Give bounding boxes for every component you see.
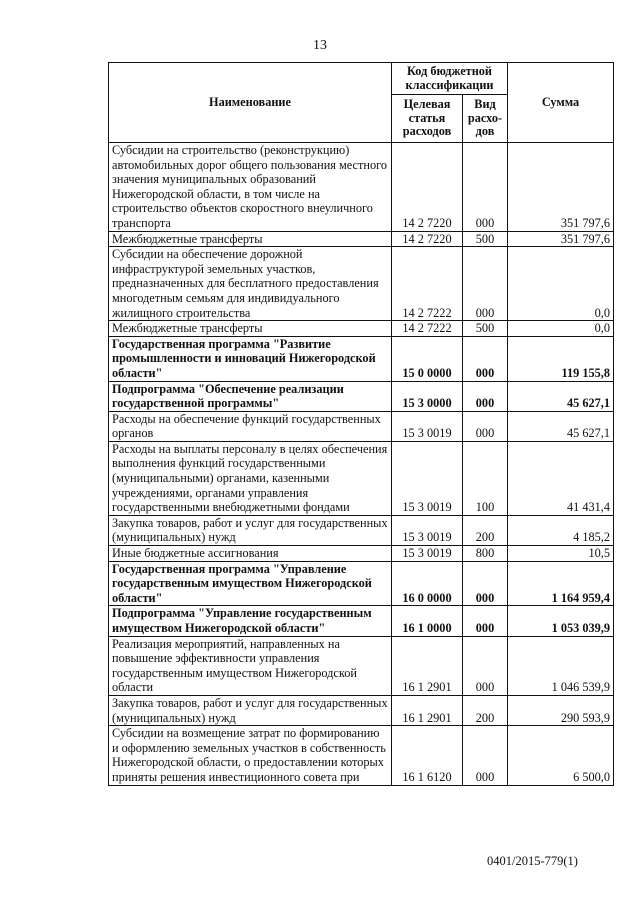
row-target-code: 15 3 0019 — [392, 546, 463, 562]
row-sum: 1 053 039,9 — [508, 606, 614, 636]
row-name: Расходы на выплаты персоналу в целях обеспечения выполнения функций государственными (муниципальными) органами, казенными учреждениями, органами управления государственными внебюджетными фондами — [109, 441, 392, 515]
header-target: Целевая статья расходов — [392, 95, 463, 143]
row-expense-type: 000 — [463, 561, 508, 606]
row-sum: 351 797,6 — [508, 143, 614, 232]
table-row — [109, 546, 614, 562]
row-expense-type: 000 — [463, 726, 508, 785]
row-name: Реализация мероприятий, направленных на повышение эффективности управления государственным имуществом Нижегородской области — [109, 636, 392, 695]
row-sum: 119 155,8 — [508, 336, 614, 381]
row-target-code: 15 3 0019 — [392, 441, 463, 515]
row-expense-type: 000 — [463, 606, 508, 636]
row-sum: 1 164 959,4 — [508, 561, 614, 606]
table-row — [109, 336, 614, 381]
header-code-group: Код бюджетной классификации — [392, 63, 508, 95]
row-name: Расходы на обеспечение функций государственных органов — [109, 411, 392, 441]
table-row — [109, 606, 614, 636]
header-sum: Сумма — [508, 63, 614, 143]
table-body — [109, 143, 614, 786]
row-name: Субсидии на обеспечение дорожной инфраструктурой земельных участков, предназначенных для бесплатного предоставления многодетным семьям для индивидуального жилищного строительства — [109, 247, 392, 321]
row-name: Закупка товаров, работ и услуг для государственных (муниципальных) нужд — [109, 695, 392, 725]
row-name: Субсидии на возмещение затрат по формированию и оформлению земельных участков в собственность Нижегородской области, о предоставлении которых приняты решения инвестиционного совета при — [109, 726, 392, 785]
header-name: Наименование — [109, 63, 392, 143]
row-target-code: 15 0 0000 — [392, 336, 463, 381]
row-name: Межбюджетные трансферты — [109, 321, 392, 337]
row-expense-type: 200 — [463, 695, 508, 725]
row-sum: 45 627,1 — [508, 411, 614, 441]
row-expense-type: 100 — [463, 441, 508, 515]
row-target-code: 14 2 7222 — [392, 247, 463, 321]
table-row — [109, 515, 614, 545]
row-name: Подпрограмма "Управление государственным имуществом Нижегородской области" — [109, 606, 392, 636]
row-target-code: 15 3 0000 — [392, 381, 463, 411]
row-target-code: 15 3 0019 — [392, 411, 463, 441]
row-expense-type: 500 — [463, 231, 508, 247]
row-target-code: 14 2 7220 — [392, 143, 463, 232]
table-row — [109, 231, 614, 247]
row-expense-type: 500 — [463, 321, 508, 337]
row-sum: 45 627,1 — [508, 381, 614, 411]
table-row — [109, 561, 614, 606]
row-expense-type: 000 — [463, 336, 508, 381]
row-expense-type: 000 — [463, 381, 508, 411]
budget-table — [108, 62, 614, 786]
table-header — [109, 63, 614, 143]
table-row — [109, 636, 614, 695]
document-code: 0401/2015-779(1) — [487, 854, 578, 868]
row-sum: 351 797,6 — [508, 231, 614, 247]
row-target-code: 16 1 2901 — [392, 636, 463, 695]
table-row — [109, 247, 614, 321]
table-row — [109, 411, 614, 441]
row-sum: 4 185,2 — [508, 515, 614, 545]
row-target-code: 14 2 7222 — [392, 321, 463, 337]
row-name: Субсидии на строительство (реконструкцию) автомобильных дорог общего пользования местного значения муниципальных образований Нижегородской области, в том числе на строительство объектов скоростного внеуличного транспорта — [109, 143, 392, 232]
row-expense-type: 000 — [463, 636, 508, 695]
row-target-code: 16 1 0000 — [392, 606, 463, 636]
row-target-code: 14 2 7220 — [392, 231, 463, 247]
page-number: 13 — [313, 38, 327, 53]
row-target-code: 16 1 2901 — [392, 695, 463, 725]
row-sum: 41 431,4 — [508, 441, 614, 515]
table-row — [109, 726, 614, 785]
table-row — [109, 381, 614, 411]
row-expense-type: 000 — [463, 143, 508, 232]
table-row — [109, 321, 614, 337]
row-name: Иные бюджетные ассигнования — [109, 546, 392, 562]
row-target-code: 16 0 0000 — [392, 561, 463, 606]
row-expense-type: 800 — [463, 546, 508, 562]
row-name: Закупка товаров, работ и услуг для государственных (муниципальных) нужд — [109, 515, 392, 545]
table-row — [109, 441, 614, 515]
table-row — [109, 695, 614, 725]
row-expense-type: 000 — [463, 411, 508, 441]
table-row — [109, 143, 614, 232]
row-sum: 0,0 — [508, 247, 614, 321]
header-type: Вид расхо-дов — [463, 95, 508, 143]
row-target-code: 15 3 0019 — [392, 515, 463, 545]
row-sum: 6 500,0 — [508, 726, 614, 785]
row-expense-type: 000 — [463, 247, 508, 321]
row-name: Подпрограмма "Обеспечение реализации государственной программы" — [109, 381, 392, 411]
row-sum: 290 593,9 — [508, 695, 614, 725]
row-sum: 0,0 — [508, 321, 614, 337]
row-name: Государственная программа "Управление государственным имуществом Нижегородской области" — [109, 561, 392, 606]
row-name: Государственная программа "Развитие промышленности и инноваций Нижегородской области" — [109, 336, 392, 381]
row-name: Межбюджетные трансферты — [109, 231, 392, 247]
row-sum: 10,5 — [508, 546, 614, 562]
row-target-code: 16 1 6120 — [392, 726, 463, 785]
row-sum: 1 046 539,9 — [508, 636, 614, 695]
row-expense-type: 200 — [463, 515, 508, 545]
